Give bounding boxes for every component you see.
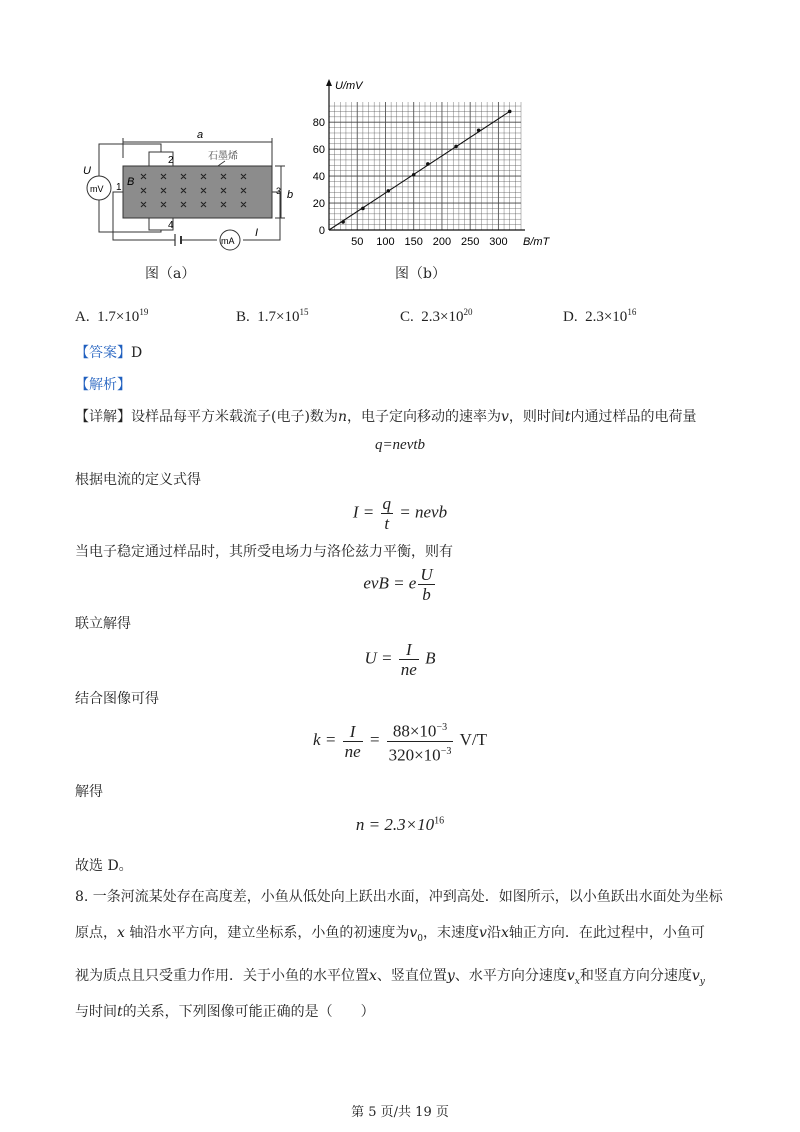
- answer-label: 【答案】: [75, 345, 131, 361]
- terminal-3: 3: [276, 186, 282, 196]
- equation-charge: q=nevtb: [374, 437, 426, 453]
- y-tick-label: 20: [312, 198, 325, 211]
- text-solve: 联立解得: [75, 616, 131, 632]
- terminal-4: 4: [168, 220, 174, 231]
- terminal-2: 2: [168, 155, 174, 166]
- figure-a-caption: 图（a）: [145, 266, 196, 282]
- answer-value: D: [131, 345, 143, 361]
- question-8-line-3: 视为质点且只受重力作用．关于小鱼的水平位置x、竖直位置y、水平方向分速度$v_x$和竖直方向分速度$v_y$: [75, 968, 705, 987]
- y-axis-arrow: [326, 79, 332, 86]
- question-8-line-4: 与时间t的关系，下列图像可能正确的是（ ）: [75, 1004, 375, 1020]
- x-tick-label: 250: [460, 236, 480, 248]
- page-footer: 第 5 页/共 19 页: [351, 1105, 449, 1120]
- equation-current: I = $\frac{q}{t}$ = nevb: [352, 494, 448, 533]
- data-point: [426, 162, 430, 166]
- y-tick-label: 40: [312, 171, 325, 184]
- x-axis-label: B/mT: [523, 236, 550, 248]
- x-tick-label: 200: [432, 236, 452, 248]
- figure-a-diagram: [75, 128, 300, 250]
- text-current-definition: 根据电流的定义式得: [75, 472, 201, 488]
- option-b: B. $1.7\times 10^{15}$: [236, 307, 309, 325]
- text-choose: 故选 D。: [75, 858, 133, 874]
- text-force-balance: 当电子稳定通过样品时，其所受电场力与洛伦兹力平衡，则有: [75, 544, 453, 560]
- data-point: [412, 173, 416, 177]
- x-tick-label: 100: [376, 236, 395, 248]
- label-I: I: [255, 227, 259, 239]
- data-point: [361, 207, 365, 211]
- x-tick-label: 50: [351, 236, 364, 248]
- label-U: U: [83, 165, 91, 177]
- label-a: a: [197, 129, 204, 141]
- figure-b-caption: 图（b）: [395, 266, 446, 282]
- equation-voltage: U = $\frac{I}{ne}$ B: [364, 640, 436, 679]
- text-result: 解得: [75, 784, 103, 800]
- data-point: [341, 220, 345, 224]
- label-b: b: [287, 189, 294, 201]
- analysis-label: 【解析】: [75, 377, 131, 393]
- label-B: B: [127, 176, 135, 188]
- x-tick-label: 150: [404, 236, 423, 248]
- y-tick-label: 0: [318, 225, 325, 237]
- y-tick-label: 60: [312, 144, 325, 157]
- label-mV: mV: [90, 184, 104, 194]
- text-graph: 结合图像可得: [75, 691, 159, 707]
- y-axis-label: U/mV: [335, 80, 363, 92]
- terminal-1: 1: [116, 182, 122, 193]
- option-a: A. $1.7\times 10^{19}$: [75, 307, 149, 325]
- data-point: [508, 110, 512, 114]
- option-c: C. $2.3\times 10^{20}$: [400, 307, 473, 325]
- data-point: [386, 189, 390, 193]
- data-point: [477, 128, 481, 132]
- option-d: D. $2.3\times 10^{16}$: [563, 307, 637, 325]
- question-8-line-1: 8. 一条河流某处存在高度差，小鱼从低处向上跃出水面，冲到高处．如图所示，以小鱼跃出水面处为坐标: [75, 889, 723, 905]
- answer-line: [75, 342, 142, 362]
- detail-paragraph: 【详解】设样品每平方米载流子(电子)数为n，电子定向移动的速率为v，则时间t内通过样品的电荷量: [75, 409, 697, 425]
- equation-slope: k = $\frac{I}{ne}$ = $\frac{88\times 10^{-3}}{320\times 10^{-3}}$ V/T: [0, 718, 800, 764]
- label-mA: mA: [221, 236, 235, 246]
- y-tick-label: 80: [312, 117, 325, 130]
- figure-b-chart: [305, 75, 550, 255]
- equation-balance: evB = e $\frac{U}{b}$: [363, 565, 433, 604]
- x-tick-label: 300: [489, 236, 508, 248]
- graphene-label: 石墨烯: [208, 151, 238, 162]
- equation-result: $n = 2.3\times 10^{16}$: [355, 815, 445, 834]
- question-8-line-2: 原点，x 轴沿水平方向，建立坐标系，小鱼的初速度为$v_0$，末速度v沿x轴正方向．在此过程中，小鱼可: [75, 925, 705, 944]
- data-point: [454, 145, 458, 149]
